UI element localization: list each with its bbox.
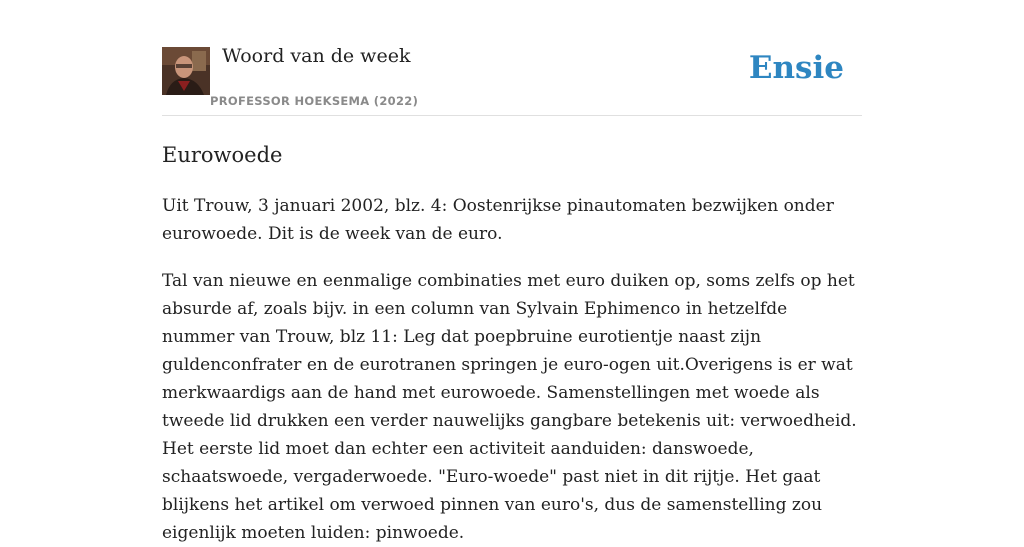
author-credit[interactable]: PROFESSOR HOEKSEMA (2022) bbox=[210, 94, 419, 108]
avatar-portrait-icon bbox=[162, 47, 210, 95]
article-paragraph: Tal van nieuwe en eenmalige combinaties met euro duiken op, soms zelfs op het absurde af, zoals bijv. in een column van Sylvain Ephimenco in hetzelfde nummer van Trouw, blz 11: Leg dat poepbruine eurotientje naast zijn guldenconfrater en de eurotranen springen je euro-ogen uit.Overigens is er wat merkwaardigs aan de hand met eurowoede. Samenstellingen met woede als tweede lid drukken een verder nauwelijks gangbare betekenis uit: verwoedheid. Het eerste lid moet dan echter een activiteit aanduiden: danswoede, schaatswoede, vergaderwoede. "Euro-woede" past niet in dit rijtje. Het gaat blijkens het artikel om verwoed pinnen van euro's, dus de samenstelling zou eigenlijk moeten luiden: pinwoede. bbox=[162, 271, 857, 543]
avatar[interactable] bbox=[162, 47, 210, 95]
article-header bbox=[162, 0, 862, 116]
series-title[interactable]: Woord van de week bbox=[222, 45, 411, 67]
article-paragraph: Uit Trouw, 3 januari 2002, blz. 4: Oostenrijkse pinautomaten bezwijken onder eurowoede. Dit is de week van de euro. bbox=[162, 196, 834, 244]
article-body bbox=[162, 140, 862, 547]
article-title: Eurowoede bbox=[162, 143, 283, 167]
brand-logo[interactable]: Ensie bbox=[748, 50, 844, 86]
